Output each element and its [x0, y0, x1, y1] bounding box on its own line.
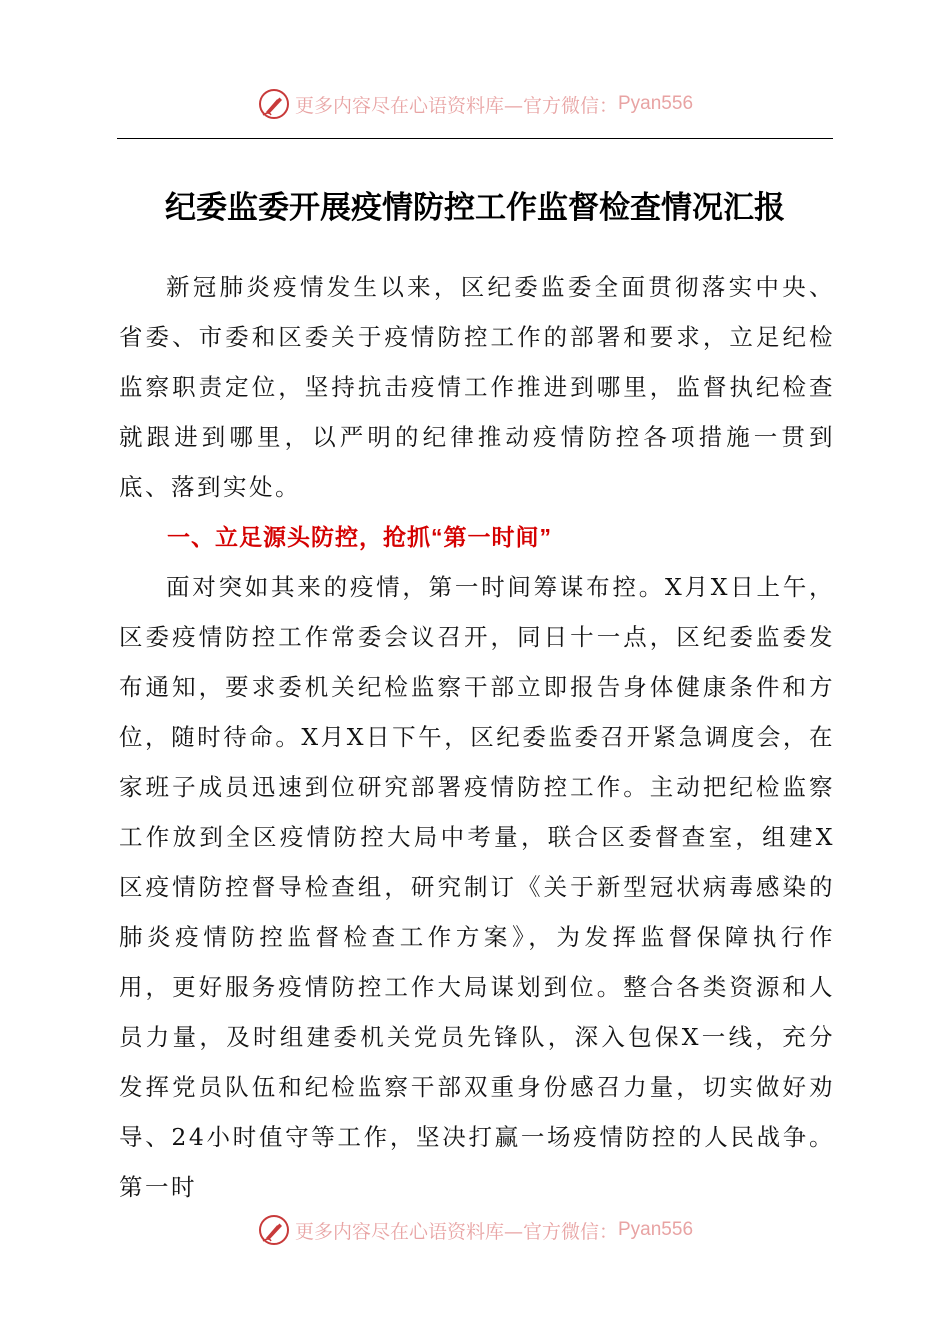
banner-handle: Pyan556	[618, 1219, 694, 1240]
banner-text: 更多内容尽在心语资料库—官方微信：	[294, 94, 618, 117]
banner-text: 更多内容尽在心语资料库—官方微信：	[294, 1220, 618, 1243]
watermark-banner-bottom	[0, 1210, 950, 1250]
pen-logo-icon	[257, 1213, 291, 1247]
section-heading-1: 一、立足源头防控，抢抓“第一时间”	[167, 524, 552, 550]
pen-logo-icon	[257, 87, 291, 121]
section-1-paragraph: 面对突如其来的疫情，第一时间筹谋布控。X月X日上午，区委疫情防控工作常委会议召开，同日十一点，区纪委监委发布通知，要求委机关纪检监察干部立即报告身体健康条件和方位，随时待命。X月X日下午，区纪委监委召开紧急调度会，在家班子成员迅速到位研究部署疫情防控工作。主动把纪检监察工作放到全区疫情防控大局中考量，联合区委督查室，组建X区疫情防控督导检查组，研究制订《关于新型冠状病毒感染的肺炎疫情防控监督检查工作方案》，为发挥监督保障执行作用，更好服务疫情防控工作大局谋划到位。整合各类资源和人员力量，及时组建委机关党员先锋队，深入包保X一线，充分发挥党员队伍和纪检监察干部双重身份感召力量，切实做好劝导、24小时值守等工作，坚决打赢一场疫情防控的人民战争。第一时	[119, 573, 835, 1201]
header-rule	[117, 138, 833, 139]
document-title: 纪委监委开展疫情防控工作监督检查情况汇报	[165, 190, 785, 226]
banner-handle: Pyan556	[618, 93, 694, 114]
watermark-banner-top	[0, 84, 950, 124]
intro-paragraph: 新冠肺炎疫情发生以来，区纪委监委全面贯彻落实中央、省委、市委和区委关于疫情防控工作的部署和要求，立足纪检监察职责定位，坚持抗击疫情工作推进到哪里，监督执纪检查就跟进到哪里，以严明的纪律推动疫情防控各项措施一贯到底、落到实处。	[119, 273, 835, 501]
